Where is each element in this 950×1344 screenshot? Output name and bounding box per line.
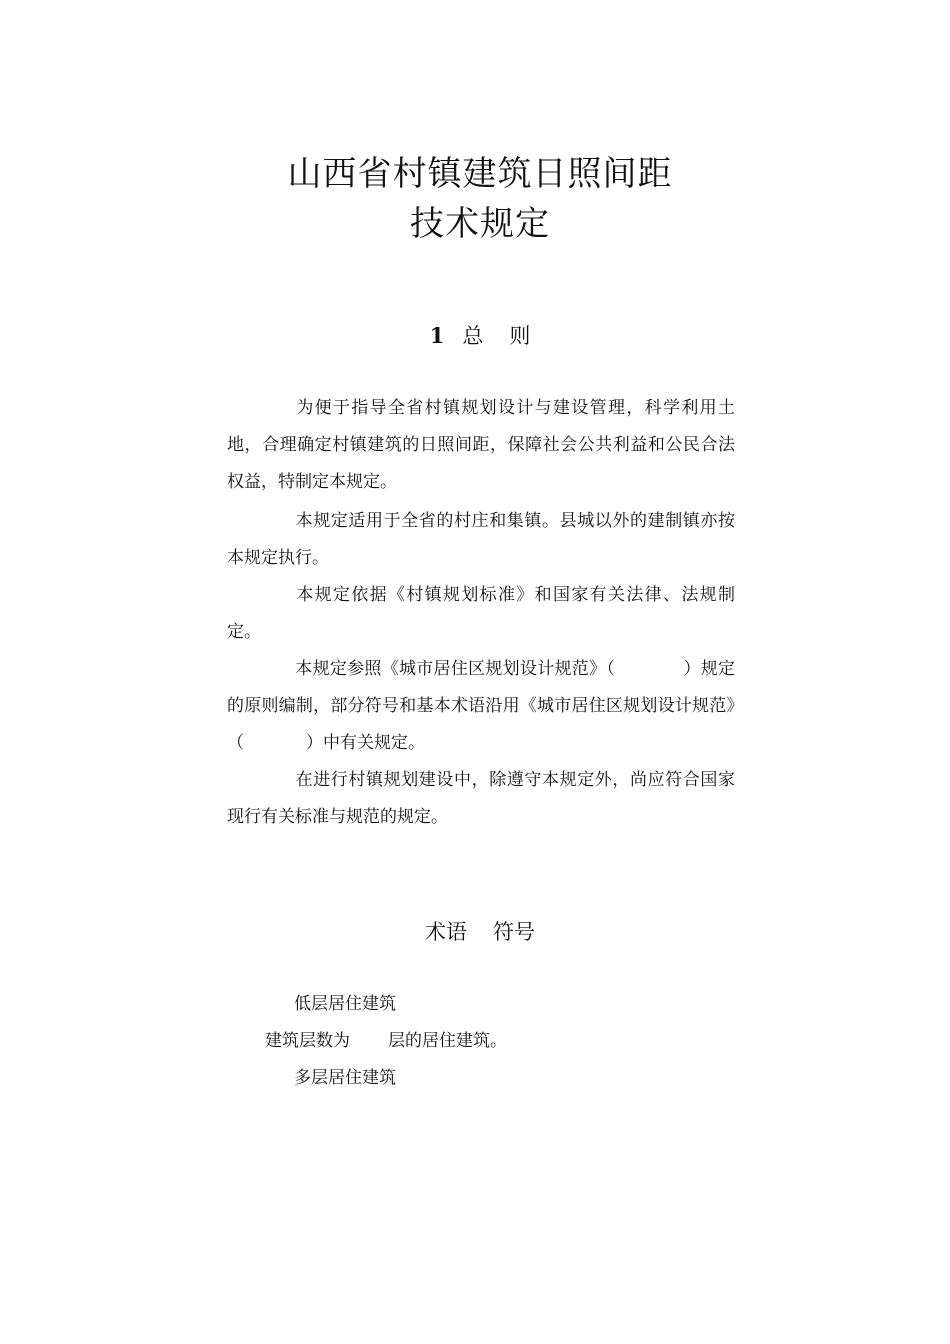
section-heading-general bbox=[0, 325, 950, 347]
document-title-line-1: 山西省村镇建筑日照间距 bbox=[287, 154, 673, 194]
paragraph-reference-text-b: ）规定的原则编制，部分符号和基本术语沿用《城市居住区规划设计规范》（ bbox=[227, 659, 736, 753]
term-definition-text-a: 建筑层数为 bbox=[265, 1031, 350, 1051]
paragraph-scope bbox=[227, 503, 735, 577]
term-multi-storey: 多层居住建筑 bbox=[294, 1068, 396, 1088]
section-title-part-b: 则 bbox=[509, 324, 531, 348]
paragraph-compliance bbox=[227, 762, 735, 836]
section-title-part-a: 术语 bbox=[425, 920, 467, 944]
section-title-part-b: 符号 bbox=[493, 920, 535, 944]
paragraph-compliance-text: 在进行村镇规划建设中，除遵守本规定外，尚应符合国家现行有关标准与规范的规定。 bbox=[227, 770, 735, 827]
paragraph-reference-text-c: ）中有关规定。 bbox=[306, 733, 425, 753]
paragraph-purpose bbox=[227, 390, 735, 501]
paragraph-reference bbox=[227, 651, 735, 762]
paragraph-purpose-text: 为便于指导全省村镇规划设计与建设管理，科学利用土地，合理确定村镇建筑的日照间距，保障社会公共利益和公民合法权益，特制定本规定。 bbox=[227, 398, 735, 492]
term-low-rise: 低层居住建筑 bbox=[294, 994, 396, 1014]
paragraph-reference-text-a: 本规定参照《城市居住区规划设计规范》（ bbox=[295, 659, 616, 679]
section-heading-terms bbox=[0, 922, 950, 943]
section-title-part-a: 总 bbox=[462, 324, 484, 348]
paragraph-scope-text: 本规定适用于全省的村庄和集镇。县城以外的建制镇亦按本规定执行。 bbox=[227, 511, 735, 568]
term-definition-text-b: 层的居住建筑。 bbox=[388, 1031, 507, 1051]
document-title-line-2: 技术规定 bbox=[410, 204, 550, 244]
term-low-rise-definition bbox=[265, 1023, 507, 1060]
paragraph-basis bbox=[227, 577, 735, 651]
section-number: 1 bbox=[429, 323, 445, 348]
paragraph-basis-text: 本规定依据《村镇规划标准》和国家有关法律、法规制定。 bbox=[227, 585, 735, 642]
